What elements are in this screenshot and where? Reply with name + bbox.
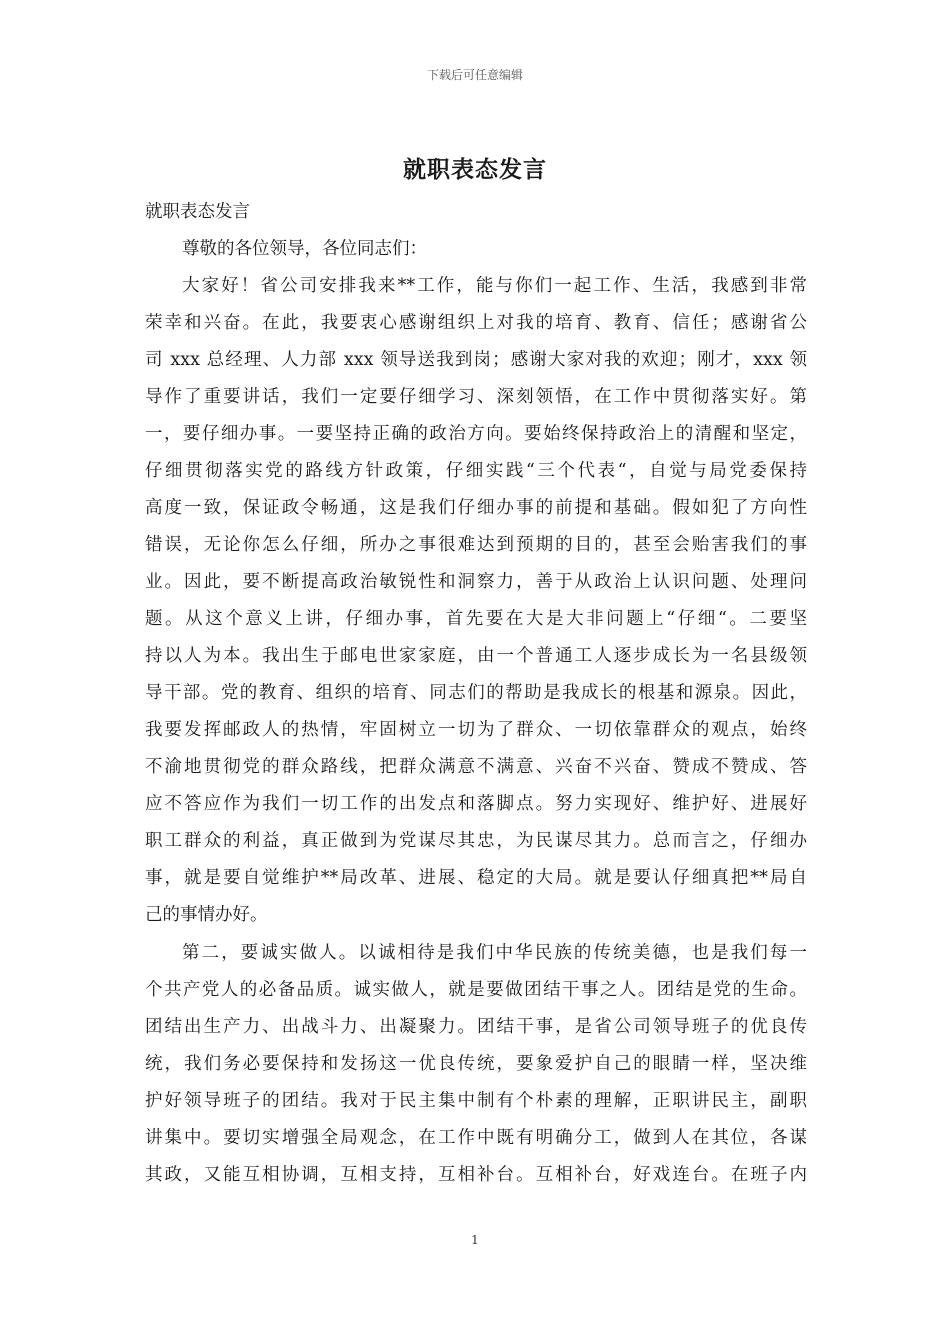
paragraph-1-line: 不渝地贯彻党的群众路线，把群众满意不满意、兴奋不兴奋、赞成不赞成、答 bbox=[145, 757, 807, 777]
paragraph-2-line: 个共产党人的必备品质。诚实做人，就是要做团结干事之人。团结是党的生命。 bbox=[145, 980, 807, 1000]
paragraph-1-line: 职工群众的利益，真正做到为党谋尽其忠，为民谋尽其力。总而言之，仔细办 bbox=[145, 831, 807, 851]
paragraph-1-line: 导干部。党的教育、组织的培育、同志们的帮助是我成长的根基和源泉。因此， bbox=[145, 683, 807, 703]
paragraph-2-line: 第二，要诚实做人。以诚相待是我们中华民族的传统美德，也是我们每一 bbox=[182, 943, 807, 963]
paragraph-1-line: 大家好！省公司安排我来**工作，能与你们一起工作、生活，我感到非常 bbox=[182, 276, 807, 296]
body-subtitle-line: 就职表态发言 bbox=[145, 202, 250, 222]
paragraph-1-line: 业。因此，要不断提高政治敏锐性和洞察力，善于从政治上认识问题、处理问 bbox=[145, 572, 807, 592]
salutation-line: 尊敬的各位领导，各位同志们： bbox=[182, 239, 427, 259]
paragraph-1-line: 错误，无论你怎么仔细，所办之事很难达到预期的目的，甚至会贻害我们的事 bbox=[145, 535, 807, 555]
paragraph-1-line: 应不答应作为我们一切工作的出发点和落脚点。努力实现好、维护好、进展好 bbox=[145, 794, 807, 814]
paragraph-1-line: 我要发挥邮政人的热情，牢固树立一切为了群众、一切依靠群众的观点，始终 bbox=[145, 720, 807, 740]
paragraph-1-line: 导作了重要讲话，我们一定要仔细学习、深刻领悟，在工作中贯彻落实好。第 bbox=[145, 387, 807, 407]
paragraph-1-line: 荣幸和兴奋。在此，我要衷心感谢组织上对我的培育、教育、信任；感谢省公 bbox=[145, 313, 807, 333]
paragraph-1-line: 己的事情办好。 bbox=[145, 905, 268, 925]
paragraph-1-line: 高度一致，保证政令畅通，这是我们仔细办事的前提和基础。假如犯了方向性 bbox=[145, 498, 807, 518]
paragraph-1-line: 司 xxx 总经理、人力部 xxx 领导送我到岗；感谢大家对我的欢迎；刚才，xxx 领 bbox=[145, 350, 807, 370]
page-header-note: 下载后可任意编辑 bbox=[426, 68, 523, 82]
paragraph-2-line: 团结出生产力、出战斗力、出凝聚力。团结干事，是省公司领导班子的优良传 bbox=[145, 1017, 807, 1037]
paragraph-2-line: 统，我们务必要保持和发扬这一优良传统，要象爱护自己的眼睛一样，坚决维 bbox=[145, 1054, 807, 1074]
paragraph-1-line: 事，就是要自觉维护**局改革、进展、稳定的大局。就是要认仔细真把**局自 bbox=[145, 868, 807, 888]
paragraph-2-line: 其政，又能互相协调，互相支持，互相补台。互相补台，好戏连台。在班子内 bbox=[145, 1165, 807, 1185]
paragraph-2-line: 讲集中。要切实增强全局观念，在工作中既有明确分工，做到人在其位，各谋 bbox=[145, 1128, 807, 1148]
paragraph-1-line: 一，要仔细办事。一要坚持正确的政治方向。要始终保持政治上的清醒和坚定， bbox=[145, 424, 807, 444]
document-body bbox=[145, 194, 807, 1194]
paragraph-2-line: 护好领导班子的团结。我对于民主集中制有个朴素的理解，正职讲民主，副职 bbox=[145, 1091, 807, 1111]
paragraph-1-line: 持以人为本。我出生于邮电世家家庭，由一个普通工人逐步成长为一名县级领 bbox=[145, 646, 807, 666]
paragraph-1-line: 仔细贯彻落实党的路线方针政策，仔细实践“三个代表“，自觉与局党委保持 bbox=[145, 461, 807, 481]
document-title: 就职表态发言 bbox=[403, 156, 547, 183]
page-number: 1 bbox=[471, 1233, 479, 1247]
paragraph-1-line: 题。从这个意义上讲，仔细办事，首先要在大是大非问题上“仔细“。二要坚 bbox=[145, 609, 807, 629]
